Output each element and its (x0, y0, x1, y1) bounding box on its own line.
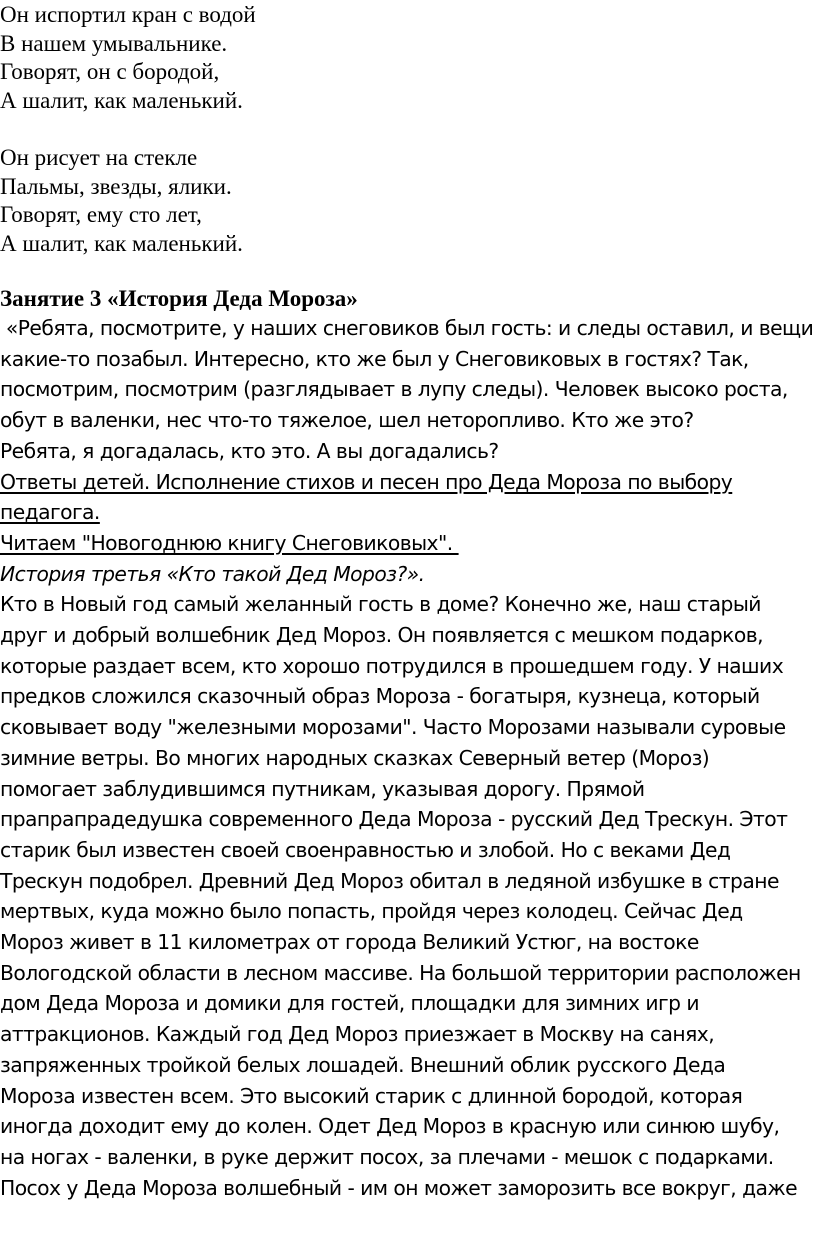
answers-line: Ответы детей. Исполнение стихов и песен про Деда Мороза по выбору (0, 469, 733, 494)
story-line: помогает заблудившимся путникам, указывая дорогу. Прямой (0, 776, 645, 801)
intro-line: какие-то позабыл. Интересно, кто же был у Снеговиковых в гостях? Так, (0, 346, 749, 371)
poem-line: Пальмы, звезды, ялики. (0, 173, 232, 199)
story-line: зимние ветры. Во многих народных сказках Северный ветер (Мороз) (0, 745, 710, 770)
story-line: Вологодской области в лесном массиве. На большой территории расположен (0, 960, 801, 985)
lesson-body (0, 313, 816, 1203)
lesson-title: Занятие 3 «История Деда Мороза» (0, 286, 358, 311)
story-line: сковывает воду "железными морозами". Часто Морозами называли суровые (0, 715, 786, 740)
story-line: на ногах - валенки, в руке держит посох, за плечами - мешок с подарками. (0, 1144, 774, 1169)
story-line: Посох у Деда Мороза волшебный - им он может заморозить все вокруг, даже (0, 1175, 798, 1200)
poem-line: А шалит, как маленький. (0, 230, 243, 256)
poem-line: Говорят, он с бородой, (0, 59, 220, 84)
story-line: мертвых, куда можно было попасть, пройдя через колодец. Сейчас Дед (0, 899, 743, 924)
story-line: Трескун подобрел. Древний Дед Мороз обитал в ледяной избушке в стране (0, 868, 779, 893)
story-line: Кто в Новый год самый желанный гость в доме? Конечно же, наш старый (0, 592, 761, 617)
story-line: аттракционов. Каждый год Дед Мороз приезжает в Москву на санях, (0, 1022, 715, 1047)
story-line: Мороз живет в 11 километрах от города Великий Устюг, на востоке (0, 930, 699, 955)
poem-stanza-2 (0, 144, 243, 258)
answers-line: педагога. (0, 500, 100, 525)
intro-line: «Ребята, посмотрите, у наших снеговиков был гость: и следы оставил, и вещи (0, 316, 814, 340)
story-line: предков сложился сказочный образ Мороза - богатыря, кузнеца, который (0, 684, 760, 709)
poem-stanza-1 (0, 1, 256, 115)
story-title: История третья «Кто такой Дед Мороз?». (0, 561, 425, 586)
story-line: дом Деда Мороза и домики для гостей, площадки для зимних игр и (0, 991, 699, 1016)
story-line: которые раздает всем, кто хорошо потрудился в прошедшем году. У наших (0, 653, 784, 678)
poem-line: Он рисует на стекле (0, 145, 198, 170)
poem-line: В нашем умывальнике. (0, 30, 228, 56)
story-line: запряженных тройкой белых лошадей. Внешний облик русского Деда (0, 1052, 726, 1077)
reading-line: Читаем "Новогоднюю книгу Снеговиковых". (0, 530, 459, 555)
intro-line: посмотрим, посмотрим (разглядывает в лупу следы). Человек высоко роста, (0, 377, 788, 402)
story-line: Мороза известен всем. Это высокий старик с длинной бородой, которая (0, 1083, 743, 1108)
poem-line: А шалит, как маленький. (0, 87, 243, 113)
story-line: старик был известен своей своенравностью и злобой. Но с веками Дед (0, 837, 731, 862)
poem-line: Говорят, ему сто лет, (0, 202, 202, 227)
intro-line: обут в валенки, нес что-то тяжелое, шел неторопливо. Кто же это? (0, 408, 694, 433)
poem-line: Он испортил кран с водой (0, 2, 256, 27)
story-line: прапрапрадедушка современного Деда Мороза - русский Дед Трескун. Этот (0, 807, 788, 832)
story-line: иногда доходит ему до колен. Одет Дед Мороз в красную или синюю шубу, (0, 1114, 780, 1139)
story-line: друг и добрый волшебник Дед Мороз. Он появляется с мешком подарков, (0, 623, 764, 648)
intro-line: Ребята, я догадалась, кто это. А вы догадались? (0, 438, 499, 463)
